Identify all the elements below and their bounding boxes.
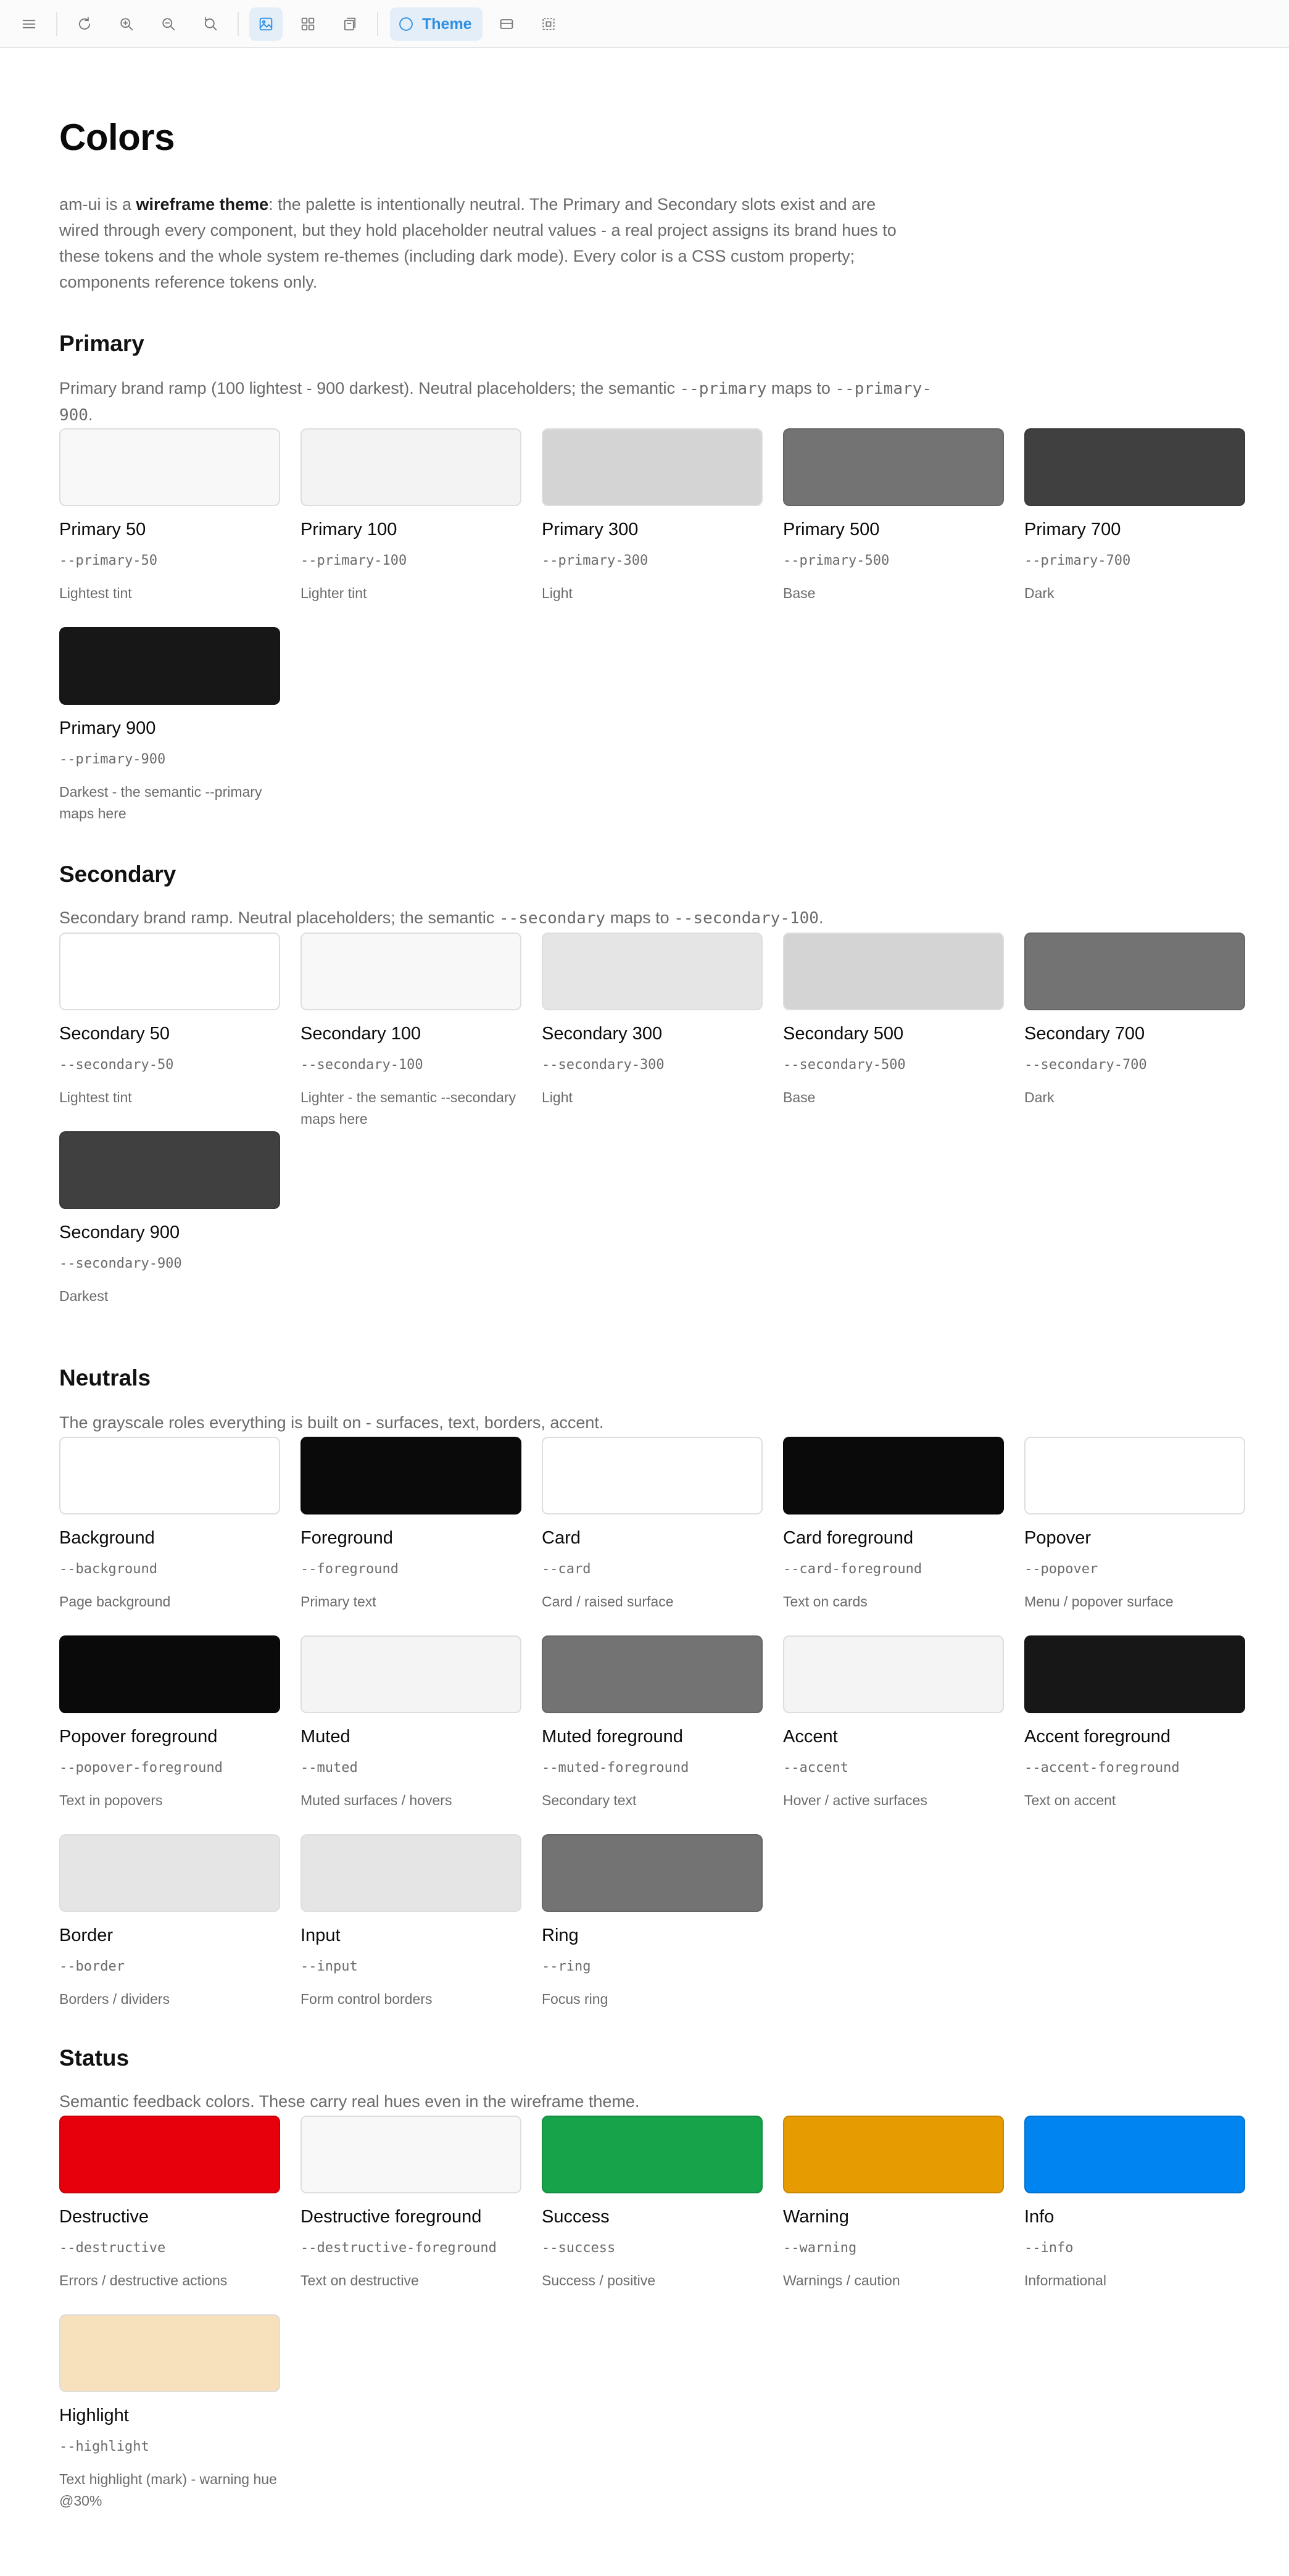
color-card (1024, 1437, 1245, 1613)
color-swatch (1024, 428, 1245, 506)
color-name: Foreground (300, 1528, 393, 1548)
toolbar (0, 0, 1289, 48)
color-name: Primary 500 (783, 520, 880, 539)
color-name: Card (542, 1528, 581, 1548)
color-token: --destructive-foreground (300, 2240, 497, 2256)
color-description: Text highlight (mark) - warning hue @30% (59, 2471, 277, 2509)
color-description: Informational (1024, 2272, 1106, 2288)
color-swatch (542, 428, 763, 506)
color-name: Popover foreground (59, 1727, 218, 1747)
color-swatch (59, 1437, 280, 1514)
color-swatch (783, 933, 1004, 1010)
color-token: --muted-foreground (542, 1760, 689, 1776)
color-description: Success / positive (542, 2272, 656, 2288)
color-swatch (783, 428, 1004, 506)
color-token: --primary-300 (542, 553, 649, 568)
color-token: --popover (1024, 1561, 1098, 1577)
grid-view-button[interactable] (291, 7, 325, 41)
color-token: --card-foreground (783, 1561, 922, 1577)
color-token: --background (59, 1561, 157, 1577)
color-description: Darkest - the semantic --primary maps here (59, 784, 262, 821)
color-card (59, 627, 280, 825)
color-swatch (542, 1834, 763, 1912)
color-token: --primary-900 (59, 752, 166, 767)
page-view-button[interactable] (333, 7, 367, 41)
color-swatch (542, 1635, 763, 1713)
section-title-neutrals: Neutrals (59, 1365, 151, 1390)
color-card (59, 933, 280, 1108)
grid-view-icon (299, 15, 317, 33)
color-name: Destructive foreground (300, 2207, 482, 2227)
color-swatch (59, 1635, 280, 1713)
color-swatch (542, 1437, 763, 1514)
color-token: --primary-100 (300, 553, 407, 568)
desc-text: maps to (605, 908, 674, 927)
desc-text: . (818, 908, 824, 927)
color-swatch (59, 428, 280, 506)
color-token: --accent-foreground (1024, 1760, 1180, 1776)
section-desc-neutrals: The grayscale roles everything is built on - surfaces, text, borders, accent. (59, 1413, 604, 1432)
section-title-primary: Primary (59, 331, 144, 356)
color-token: --primary-500 (783, 553, 890, 568)
theme-icon (397, 15, 415, 33)
color-card (542, 1437, 763, 1613)
color-swatch (542, 2116, 763, 2193)
color-swatch (542, 933, 763, 1010)
color-name: Primary 100 (300, 520, 397, 539)
color-token: --popover-foreground (59, 1760, 223, 1776)
zoom-out-icon (160, 15, 177, 33)
color-swatch (300, 933, 521, 1010)
toolbar-separator (377, 12, 378, 36)
color-name: Success (542, 2207, 610, 2227)
color-description: Dark (1024, 585, 1055, 601)
color-description: Light (542, 1089, 573, 1105)
color-card (1024, 428, 1245, 604)
color-card (300, 2116, 521, 2291)
color-description: Text in popovers (59, 1792, 163, 1808)
color-token: --secondary-100 (300, 1057, 423, 1073)
color-swatch (783, 1437, 1004, 1514)
color-card (1024, 2116, 1245, 2291)
color-description: Text on cards (783, 1593, 868, 1610)
color-swatch (59, 2116, 280, 2193)
color-card (300, 933, 521, 1130)
section-desc-secondary (59, 905, 948, 931)
color-name: Destructive (59, 2207, 149, 2227)
color-description: Base (783, 585, 816, 601)
color-token: --card (542, 1561, 591, 1577)
color-card (59, 1437, 280, 1613)
rotate-icon (76, 15, 93, 33)
color-swatch (59, 933, 280, 1010)
color-name: Muted foreground (542, 1727, 683, 1747)
color-description: Hover / active surfaces (783, 1792, 927, 1808)
color-card (59, 2314, 280, 2512)
color-card (59, 1834, 280, 2010)
frame-button[interactable] (532, 7, 565, 41)
color-token: --success (542, 2240, 616, 2256)
color-token: --border (59, 1959, 125, 1974)
color-name: Card foreground (783, 1528, 914, 1548)
color-swatch (300, 1437, 521, 1514)
color-name: Info (1024, 2207, 1055, 2227)
color-card (542, 1635, 763, 1811)
color-card (542, 1834, 763, 2010)
color-description: Lighter - the semantic --secondary maps here (300, 1089, 516, 1127)
color-description: Primary text (300, 1593, 376, 1610)
section-title-status: Status (59, 2045, 130, 2071)
intro-emphasis: wireframe theme (136, 195, 269, 214)
image-view-icon (257, 15, 275, 33)
color-card (59, 1635, 280, 1811)
color-token: --secondary-300 (542, 1057, 665, 1073)
card-view-button[interactable] (490, 7, 523, 41)
color-card (783, 428, 1004, 604)
color-name: Secondary 900 (59, 1223, 180, 1242)
toolbar-separator (238, 12, 239, 36)
color-name: Secondary 300 (542, 1024, 663, 1044)
color-card (783, 933, 1004, 1108)
desc-text: Secondary brand ramp. Neutral placeholders; the semantic (59, 908, 499, 927)
reset-zoom-button[interactable] (194, 7, 227, 41)
inline-code: --primary-900 (59, 380, 932, 425)
menu-icon (20, 15, 38, 33)
color-swatch (59, 2314, 280, 2392)
section-desc-primary (59, 375, 948, 428)
color-token: --input (300, 1959, 358, 1974)
color-token: --ring (542, 1959, 591, 1974)
page-view-icon (341, 15, 359, 33)
color-token: --info (1024, 2240, 1074, 2256)
color-card (1024, 1635, 1245, 1811)
color-card (59, 2116, 280, 2291)
color-name: Accent (783, 1727, 838, 1747)
color-swatch (1024, 1437, 1245, 1514)
intro-text: : the palette is intentionally neutral. The Primary and Secondary slots exist and are wired through every component, but they hold placeholder neutral values - a real project assigns its brand hues to these tokens and the whole system re-themes (including dark mode). Every color is a CSS custom property; components reference tokens only. (59, 195, 897, 291)
page-title: Colors (59, 117, 175, 158)
color-token: --warning (783, 2240, 857, 2256)
color-name: Warning (783, 2207, 849, 2227)
color-name: Popover (1024, 1528, 1092, 1548)
desc-text: . (88, 405, 93, 424)
color-swatch (1024, 2116, 1245, 2193)
color-description: Borders / dividers (59, 1991, 170, 2007)
color-description: Lightest tint (59, 585, 132, 601)
color-name: Primary 50 (59, 520, 146, 539)
color-token: --secondary-500 (783, 1057, 906, 1073)
toolbar-separator (56, 12, 57, 36)
zoom-in-button[interactable] (110, 7, 143, 41)
color-swatch (300, 1635, 521, 1713)
inline-code: --primary (679, 380, 767, 398)
color-token: --secondary-700 (1024, 1057, 1147, 1073)
color-description: Form control borders (300, 1991, 433, 2007)
color-swatch (59, 1834, 280, 1912)
inline-code: --secondary (499, 909, 606, 928)
color-name: Secondary 700 (1024, 1024, 1145, 1044)
intro-text: am-ui is a (59, 195, 136, 214)
color-description: Base (783, 1089, 816, 1105)
color-description: Light (542, 585, 573, 601)
color-description: Lightest tint (59, 1089, 132, 1105)
color-card (542, 428, 763, 604)
color-token: --highlight (59, 2439, 149, 2454)
color-token: --secondary-900 (59, 1256, 182, 1271)
desc-text: maps to (766, 379, 835, 397)
color-card (783, 1635, 1004, 1811)
color-card (1024, 933, 1245, 1108)
color-swatch (300, 428, 521, 506)
rotate-button[interactable] (68, 7, 101, 41)
desc-text: Primary brand ramp (100 lightest - 900 darkest). Neutral placeholders; the semantic (59, 379, 680, 397)
color-card (300, 1437, 521, 1613)
color-token: --primary-50 (59, 553, 157, 568)
color-name: Border (59, 1926, 114, 1945)
frame-icon (540, 15, 557, 33)
reset-zoom-icon (202, 15, 219, 33)
color-name: Highlight (59, 2406, 129, 2425)
color-description: Text on destructive (300, 2272, 419, 2288)
color-description: Errors / destructive actions (59, 2272, 228, 2288)
card-view-icon (498, 15, 515, 33)
color-card (783, 2116, 1004, 2291)
color-token: --foreground (300, 1561, 399, 1577)
color-card (300, 428, 521, 604)
color-name: Secondary 100 (300, 1024, 421, 1044)
color-name: Primary 700 (1024, 520, 1121, 539)
image-view-button[interactable] (249, 7, 283, 41)
color-card (300, 1635, 521, 1811)
color-swatch (300, 2116, 521, 2193)
section-desc-status: Semantic feedback colors. These carry real hues even in the wireframe theme. (59, 2092, 640, 2111)
color-card (59, 428, 280, 604)
intro-paragraph (59, 191, 898, 295)
color-swatch (1024, 1635, 1245, 1713)
color-name: Input (300, 1926, 341, 1945)
color-card (59, 1131, 280, 1307)
color-description: Warnings / caution (783, 2272, 900, 2288)
color-description: Focus ring (542, 1991, 608, 2007)
color-card (542, 2116, 763, 2291)
color-name: Secondary 50 (59, 1024, 170, 1044)
color-swatch (783, 2116, 1004, 2193)
color-description: Dark (1024, 1089, 1055, 1105)
color-token: --primary-700 (1024, 553, 1131, 568)
inline-code: --secondary-100 (674, 909, 819, 928)
color-swatch (59, 627, 280, 705)
color-description: Page background (59, 1593, 171, 1610)
color-description: Darkest (59, 1288, 109, 1304)
color-card (783, 1437, 1004, 1613)
color-name: Muted (300, 1727, 350, 1747)
menu-button[interactable] (12, 7, 46, 41)
zoom-out-button[interactable] (152, 7, 185, 41)
color-swatch (59, 1131, 280, 1209)
color-token: --muted (300, 1760, 358, 1776)
color-description: Menu / popover surface (1024, 1593, 1174, 1610)
color-description: Secondary text (542, 1792, 637, 1808)
theme-label: Theme (422, 15, 472, 33)
color-card (300, 1834, 521, 2010)
color-description: Text on accent (1024, 1792, 1116, 1808)
color-description: Muted surfaces / hovers (300, 1792, 452, 1808)
color-swatch (1024, 933, 1245, 1010)
color-name: Ring (542, 1926, 579, 1945)
color-name: Accent foreground (1024, 1727, 1171, 1747)
color-description: Card / raised surface (542, 1593, 674, 1610)
color-swatch (783, 1635, 1004, 1713)
color-swatch (300, 1834, 521, 1912)
zoom-in-icon (118, 15, 135, 33)
color-name: Secondary 500 (783, 1024, 904, 1044)
section-title-secondary: Secondary (59, 862, 176, 887)
color-description: Lighter tint (300, 585, 367, 601)
color-token: --destructive (59, 2240, 166, 2256)
color-token: --accent (783, 1760, 848, 1776)
theme-button[interactable] (390, 7, 483, 41)
color-name: Background (59, 1528, 155, 1548)
color-card (542, 933, 763, 1108)
color-token: --secondary-50 (59, 1057, 174, 1073)
color-name: Primary 300 (542, 520, 639, 539)
color-name: Primary 900 (59, 718, 156, 738)
